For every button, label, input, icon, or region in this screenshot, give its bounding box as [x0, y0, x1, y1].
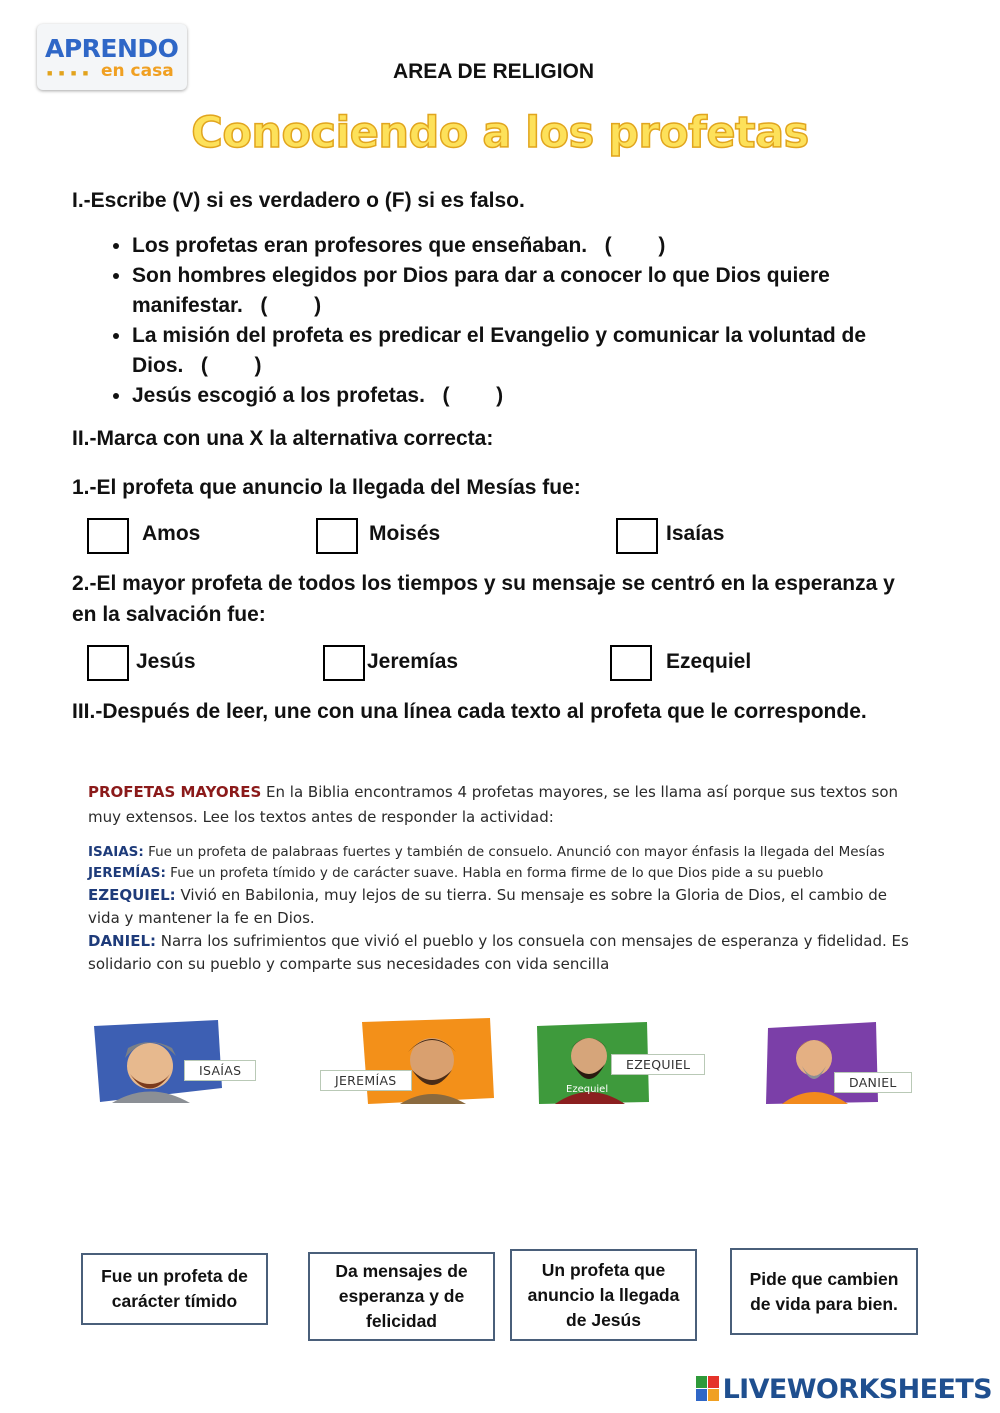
ezequiel-caption: Ezequiel	[566, 1084, 609, 1095]
checkbox-amos[interactable]	[87, 518, 129, 554]
match-box-3[interactable]: Un profeta que anuncio la llegada de Jesús	[510, 1249, 697, 1341]
prophet-isaias-card[interactable]	[90, 1018, 242, 1103]
entry-name: EZEQUIEL:	[88, 886, 176, 904]
entry-text: Vivió en Babilonia, muy lejos de su tierra. Su mensaje es sobre la Gloria de Dios, el cambio de vida y mantener la fe en Dios.	[88, 886, 887, 927]
tf-item	[132, 381, 902, 411]
logo-text: APRENDO	[45, 34, 179, 63]
tf-item-text: Los profetas eran profesores que enseñaban.	[132, 234, 588, 257]
prophet-ezequiel-card[interactable]	[537, 1022, 691, 1104]
tf-answer-blank[interactable]: ( )	[200, 354, 262, 377]
tf-item-text: La misión del profeta es predicar el Evangelio y comunicar la voluntad de Dios.	[132, 324, 867, 377]
option-moises: Moisés	[369, 522, 441, 545]
option-jesus: Jesús	[136, 650, 196, 673]
page-title: Conociendo a los profetas	[191, 108, 809, 158]
prophet-label-isaias: ISAÍAS	[184, 1060, 256, 1081]
liveworksheets-logo	[696, 1374, 992, 1405]
prophet-label-ezequiel: EZEQUIEL	[611, 1054, 705, 1075]
passage-intro-label: PROFETAS MAYORES	[88, 783, 262, 801]
entry-text: Fue un profeta de palabraas fuertes y también de consuelo. Anunció con mayor énfasis la llegada del Mesías	[143, 844, 885, 860]
checkbox-jeremias[interactable]	[323, 645, 365, 681]
entry-text: Narra los sufrimientos que vivió el pueblo y los consuela con mensajes de esperanza y fidelidad. Es solidario con su pueblo y comparte sus necesidades con vida sencilla	[88, 932, 909, 973]
tf-item-text: Son hombres elegidos por Dios para dar a conocer lo que Dios quiere manifestar.	[132, 264, 830, 317]
entry-text: Fue un profeta tímido y de carácter suave. Habla en forma firme de lo que Dios pide a su pueblo	[165, 865, 824, 881]
question-2: 2.-El mayor profeta de todos los tiempos y su mensaje se centró en la esperanza y en la salvación fue:	[72, 572, 895, 626]
tf-item	[132, 261, 902, 321]
liveworksheets-text: LIVEWORKSHEETS	[722, 1374, 992, 1405]
checkbox-isaias[interactable]	[616, 518, 658, 554]
prophet-daniel-card[interactable]	[766, 1022, 897, 1104]
checkbox-ezequiel[interactable]	[610, 645, 652, 681]
checkbox-jesus[interactable]	[87, 645, 129, 681]
liveworksheets-icon	[696, 1376, 720, 1402]
passage-intro	[88, 780, 918, 830]
entry-name: DANIEL:	[88, 932, 156, 950]
prophet-jeremias-card[interactable]	[320, 1018, 495, 1104]
logo-dots: ■ ■ ■ ■	[47, 68, 91, 78]
tf-item	[132, 321, 902, 381]
match-box-4[interactable]: Pide que cambien de vida para bien.	[730, 1248, 918, 1335]
tf-answer-blank[interactable]: ( )	[442, 384, 504, 407]
prophet-label-daniel: DANIEL	[834, 1072, 912, 1093]
entry-name: JEREMÍAS:	[88, 865, 166, 881]
area-heading: AREA DE RELIGION	[392, 60, 595, 83]
tf-answer-blank[interactable]: ( )	[260, 294, 322, 317]
question-1: 1.-El profeta que anuncio la llegada del Mesías fue:	[72, 476, 581, 499]
passage-entry-daniel	[88, 930, 918, 976]
passage-entry-isaias	[88, 842, 918, 863]
match-box-1[interactable]: Fue un profeta de carácter tímido	[81, 1253, 268, 1325]
option-ezequiel: Ezequiel	[666, 650, 752, 673]
option-jeremias: Jeremías	[367, 650, 459, 673]
passage-entry-ezequiel	[88, 884, 918, 930]
true-false-list	[100, 231, 902, 411]
passage-intro-text: En la Biblia encontramos 4 profetas mayores, se les llama así porque sus textos son muy extensos. Lee los textos antes de responder la actividad:	[88, 783, 898, 826]
logo-subtext: en casa	[101, 61, 174, 81]
prophet-label-jeremias: JEREMÍAS	[320, 1070, 412, 1091]
tf-item	[132, 231, 902, 261]
entry-name: ISAIAS:	[88, 844, 144, 860]
option-isaias: Isaías	[666, 522, 725, 545]
section3-heading: III.-Después de leer, une con una línea cada texto al profeta que le corresponde.	[72, 700, 867, 723]
match-box-2[interactable]: Da mensajes de esperanza y de felicidad	[308, 1252, 495, 1341]
tf-answer-blank[interactable]: ( )	[604, 234, 666, 257]
checkbox-moises[interactable]	[316, 518, 358, 554]
reading-passage	[88, 780, 918, 976]
prophet-jeremias-illustration	[320, 1018, 495, 1104]
tf-item-text: Jesús escogió a los profetas.	[132, 384, 425, 407]
section1-heading: I.-Escribe (V) si es verdadero o (F) si es falso.	[72, 189, 525, 212]
passage-entry-jeremias	[88, 863, 918, 884]
section2-heading: II.-Marca con una X la alternativa correcta:	[72, 427, 494, 450]
option-amos: Amos	[142, 522, 201, 545]
